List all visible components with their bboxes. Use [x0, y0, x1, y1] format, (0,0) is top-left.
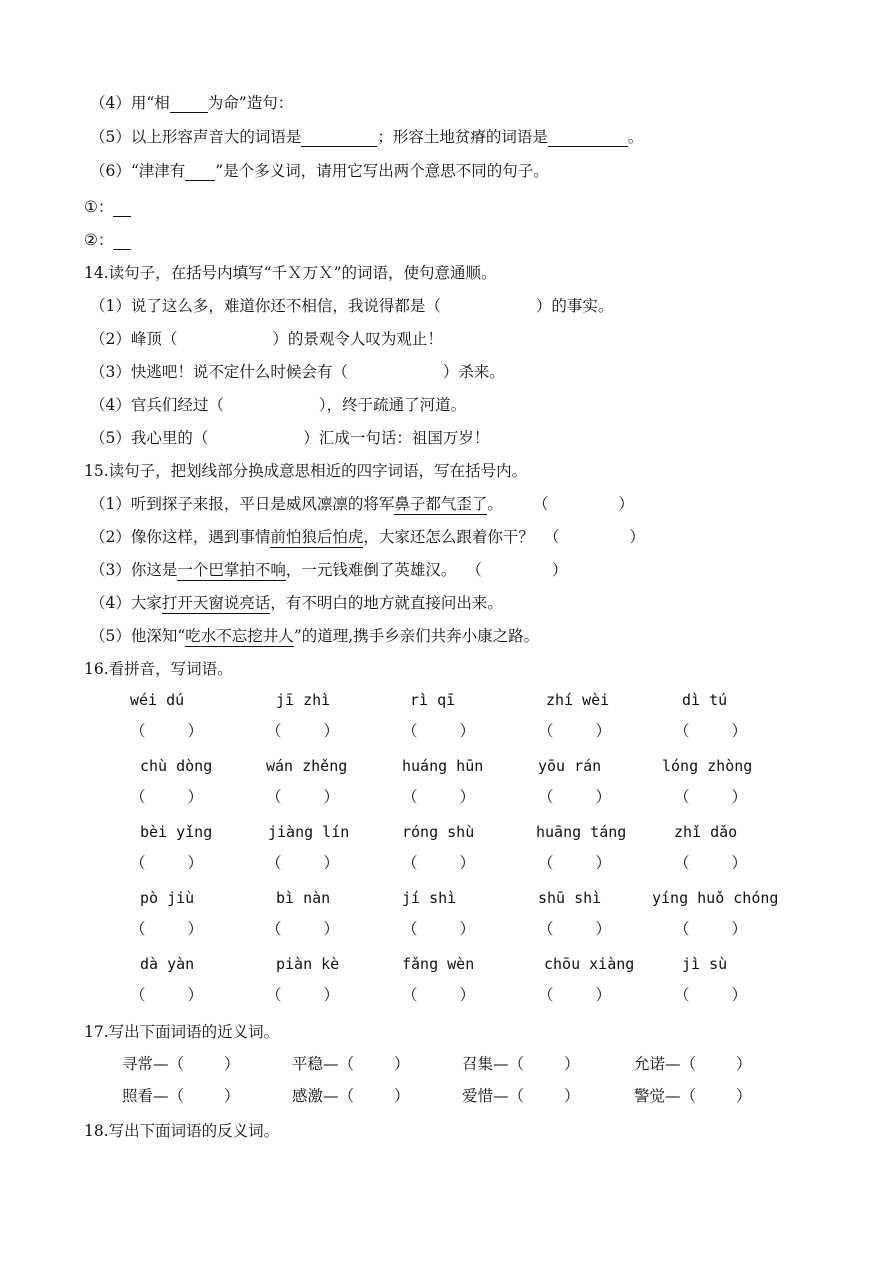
q13-item5: （5）以上形容声音大的词语是 ；形容土地贫瘠的词语是 。: [90, 128, 644, 146]
q16-title: 16.看拼音，写词语。: [84, 660, 233, 678]
pinyin-label: jí shì: [402, 889, 457, 907]
pinyin-label: jì sù: [682, 955, 728, 973]
q13-answer-2: ②：: [84, 230, 131, 250]
pinyin-label: yōu rán: [538, 757, 602, 775]
answer-box[interactable]: （ ）: [538, 854, 612, 872]
q14-item-3: （3）快逃吧！说不定什么时候会有（ ）杀来。: [90, 363, 505, 381]
answer-box[interactable]: （ ）: [402, 722, 476, 740]
pinyin-label: lóng zhòng: [662, 757, 753, 775]
answer-box[interactable]: （ ）: [266, 920, 340, 938]
answer-box[interactable]: （ ）: [266, 788, 340, 806]
pinyin-label: yíng huǒ chóng: [652, 889, 779, 907]
answer-box[interactable]: （ ）: [538, 788, 612, 806]
q17-title: 17.写出下面词语的近义词。: [84, 1023, 280, 1041]
underlined-phrase: 前怕狼后怕虎: [270, 528, 364, 546]
synonym-item[interactable]: 警觉—（ ）: [634, 1087, 752, 1105]
pinyin-label: jiàng lín: [268, 823, 350, 841]
answer-box[interactable]: （ ）: [674, 986, 748, 1004]
q14-item-4: （4）官兵们经过（ ），终于疏通了河道。: [90, 396, 467, 414]
answer-box[interactable]: （ ）: [674, 788, 748, 806]
pinyin-label: wán zhěng: [266, 757, 348, 775]
underlined-phrase: 打开天窗说亮话: [161, 594, 271, 612]
q13-item4: （4）用“相 为命”造句：: [90, 94, 294, 112]
answer-box[interactable]: （ ）: [130, 920, 204, 938]
q15-item-3: （3）你这是一个巴掌拍不响，一元钱难倒了英雄汉。 （ ）: [90, 561, 568, 579]
pinyin-label: bì nàn: [276, 889, 331, 907]
pinyin-label: dì tú: [682, 691, 728, 709]
pinyin-label: zhí wèi: [546, 691, 610, 709]
synonym-item[interactable]: 照看—（ ）: [122, 1087, 240, 1105]
q14-item-1: （1）说了这么多，难道你还不相信，我说得都是（ ）的事实。: [90, 297, 614, 315]
q15-item-5: （5）他深知“吃水不忘挖井人”的道理,携手乡亲们共奔小康之路。: [90, 627, 540, 645]
answer-box[interactable]: （ ）: [674, 920, 748, 938]
q14-item-2: （2）峰顶（ ）的景观令人叹为观止！: [90, 330, 443, 348]
pinyin-label: bèi yǐng: [140, 823, 213, 841]
pinyin-label: zhǐ dǎo: [674, 823, 738, 841]
answer-box[interactable]: （ ）: [266, 854, 340, 872]
answer-box[interactable]: （ ）: [130, 986, 204, 1004]
underlined-phrase: 吃水不忘挖井人: [185, 627, 294, 645]
pinyin-label: wéi dú: [130, 691, 185, 709]
q15-item-2: （2）像你这样，遇到事情前怕狼后怕虎，大家还怎么跟着你干？ （ ）: [90, 528, 645, 546]
pinyin-label: fǎng wèn: [402, 955, 475, 973]
pinyin-label: chù dòng: [140, 757, 213, 775]
synonym-item[interactable]: 平稳—（ ）: [292, 1055, 410, 1073]
pinyin-label: dà yàn: [140, 955, 195, 973]
synonym-item[interactable]: 寻常—（ ）: [122, 1055, 240, 1073]
answer-box[interactable]: （ ）: [402, 986, 476, 1004]
q14-item-5: （5）我心里的（ ）汇成一句话：祖国万岁！: [90, 429, 490, 447]
q15-title: 15.读句子，把划线部分换成意思相近的四字词语，写在括号内。: [84, 462, 528, 480]
pinyin-label: piàn kè: [276, 955, 340, 973]
answer-box[interactable]: （ ）: [538, 986, 612, 1004]
pinyin-label: pò jiù: [140, 889, 195, 907]
pinyin-label: jī zhì: [276, 691, 331, 709]
answer-box[interactable]: （ ）: [402, 788, 476, 806]
pinyin-label: huāng táng: [536, 823, 627, 841]
answer-box[interactable]: （ ）: [402, 854, 476, 872]
answer-box[interactable]: （ ）: [266, 986, 340, 1004]
pinyin-label: róng shù: [402, 823, 475, 841]
synonym-item[interactable]: 允诺—（ ）: [634, 1055, 752, 1073]
q13-answer-1: ①：: [84, 197, 131, 217]
answer-box[interactable]: （ ）: [538, 920, 612, 938]
pinyin-label: rì qī: [410, 691, 456, 709]
answer-box[interactable]: （ ）: [266, 722, 340, 740]
pinyin-label: huáng hūn: [402, 757, 484, 775]
synonym-item[interactable]: 感激—（ ）: [292, 1087, 410, 1105]
answer-box[interactable]: （ ）: [130, 788, 204, 806]
q14-title: 14.读句子，在括号内填写“千Ｘ万Ｘ”的词语，使句意通顺。: [84, 264, 497, 282]
pinyin-label: shū shì: [538, 889, 602, 907]
pinyin-label: chōu xiàng: [544, 955, 635, 973]
answer-box[interactable]: （ ）: [130, 854, 204, 872]
underlined-phrase: 一个巴掌拍不响: [177, 561, 286, 579]
q18-title: 18.写出下面词语的反义词。: [84, 1122, 280, 1140]
answer-box[interactable]: （ ）: [674, 854, 748, 872]
q15-item-4: （4）大家打开天窗说亮话，有不明白的地方就直接问出来。: [90, 594, 503, 612]
q15-item-1: （1）听到探子来报，平日是威风凛凛的将军鼻子都气歪了。 （ ）: [90, 495, 634, 513]
synonym-item[interactable]: 召集—（ ）: [462, 1055, 580, 1073]
answer-box[interactable]: （ ）: [674, 722, 748, 740]
answer-box[interactable]: （ ）: [402, 920, 476, 938]
answer-box[interactable]: （ ）: [538, 722, 612, 740]
q13-item6: （6）“津津有 ”是个多义词，请用它写出两个意思不同的句子。: [90, 162, 549, 180]
answer-box[interactable]: （ ）: [130, 722, 204, 740]
underlined-phrase: 鼻子都气歪了: [394, 495, 488, 513]
synonym-item[interactable]: 爱惜—（ ）: [462, 1087, 580, 1105]
